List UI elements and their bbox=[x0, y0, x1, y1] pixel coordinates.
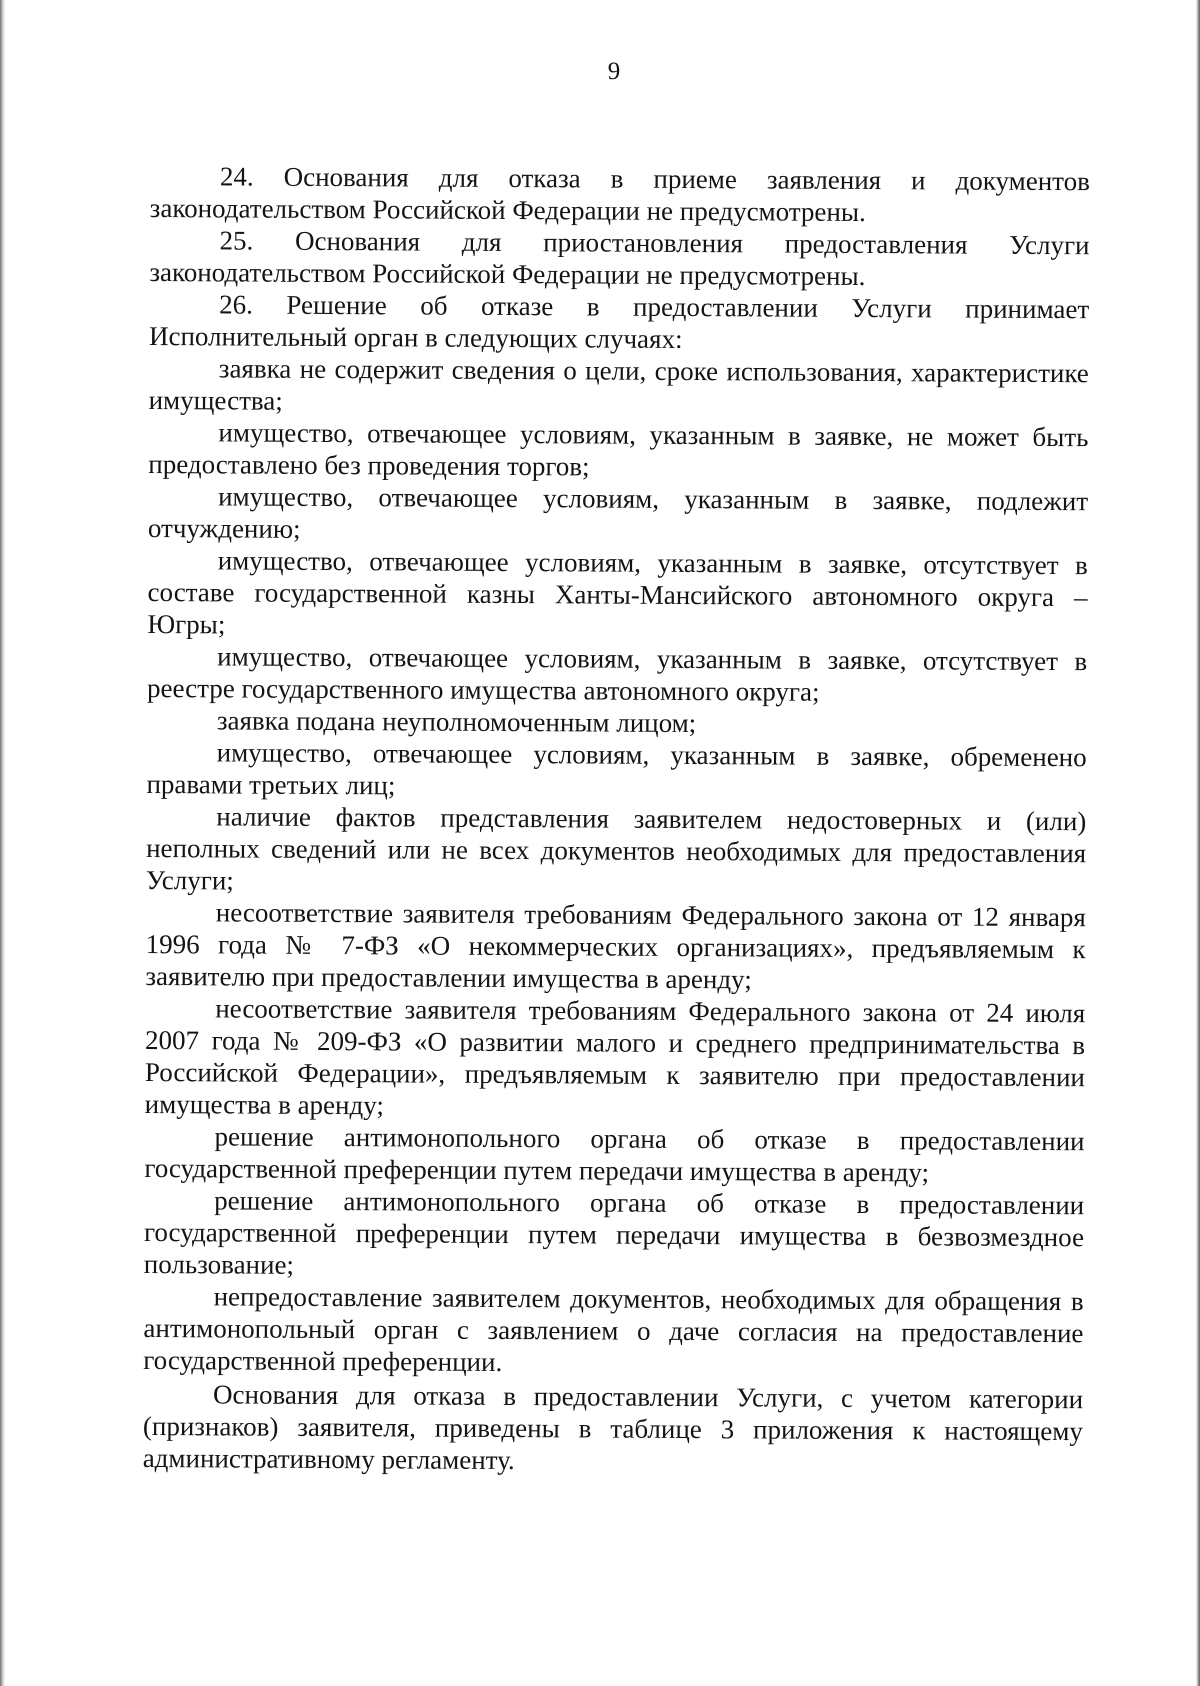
list-item: наличие фактов представления заявителем недостоверных и (или) неполных сведений или не всех документов необходимых для предоставления Услуги; bbox=[145, 801, 1087, 896]
list-item: имущество, отвечающее условиям, указанным в заявке, подлежит отчуждению; bbox=[147, 481, 1089, 544]
list-item: имущество, отвечающее условиям, указанным в заявке, обременено правами третьих лиц; bbox=[146, 737, 1087, 801]
list-item: несоответствие заявителя требованиям Федерального закона от 24 июля 2007 года № 209-ФЗ «О развитии малого и среднего предпринимательства в Российской Федерации», предъявляемым к заявителю при предоставлении имущества в аренду; bbox=[144, 993, 1086, 1121]
list-item: решение антимонопольного органа об отказе в предоставлении государственной преференции путем передачи имущества в безвозмездное пользование; bbox=[143, 1185, 1085, 1280]
closing-paragraph: Основания для отказа в предоставлении Услуги, с учетом категории (признаков) заявителя, приведены в таблице 3 приложения к настоящему административному регламенту. bbox=[142, 1379, 1084, 1476]
list-item: имущество, отвечающее условиям, указанным в заявке, отсутствует в составе государственной казны Ханты-Мансийского автономного округа – Югры; bbox=[147, 545, 1088, 640]
paragraph-24: 24. Основания для отказа в приеме заявления и документов законодательством Российской Федерации не предусмотрены. bbox=[149, 161, 1090, 227]
page-number: 9 bbox=[607, 58, 621, 85]
paragraph-26: 26. Решение об отказе в предоставлении Услуги принимает Исполнительный орган в следующих случаях: bbox=[148, 289, 1090, 354]
document-body bbox=[143, 160, 1090, 1479]
list-item: непредоставление заявителем документов, необходимых для обращения в антимонопольный орган с заявлением о даче согласия на предоставление государственной преференции. bbox=[143, 1281, 1084, 1377]
list-item: имущество, отвечающее условиям, указанным в заявке, отсутствует в реестре государственного имущества автономного округа; bbox=[146, 641, 1088, 707]
scan-edge-right bbox=[1196, 0, 1200, 1686]
list-item: решение антимонопольного органа об отказе в предоставлении государственной преференции путем передачи имущества в аренду; bbox=[144, 1121, 1085, 1188]
list-item: заявка подана неуполномоченным лицом; bbox=[216, 705, 697, 739]
list-item: заявка не содержит сведения о цели, сроке использования, характеристике имущества; bbox=[148, 353, 1089, 416]
list-item: несоответствие заявителя требованиям Федерального закона от 12 января 1996 года № 7-ФЗ «О некоммерческих организациях», предъявляемым к заявителю при предоставлении имущества в аренду; bbox=[145, 897, 1086, 995]
scan-edge-left bbox=[0, 0, 5, 1686]
paragraph-25: 25. Основания для приостановления предоставления Услуги законодательством Российской Федерации не предусмотрены. bbox=[149, 225, 1090, 291]
list-item: имущество, отвечающее условиям, указанным в заявке, не может быть предоставлено без проведения торгов; bbox=[148, 417, 1089, 482]
